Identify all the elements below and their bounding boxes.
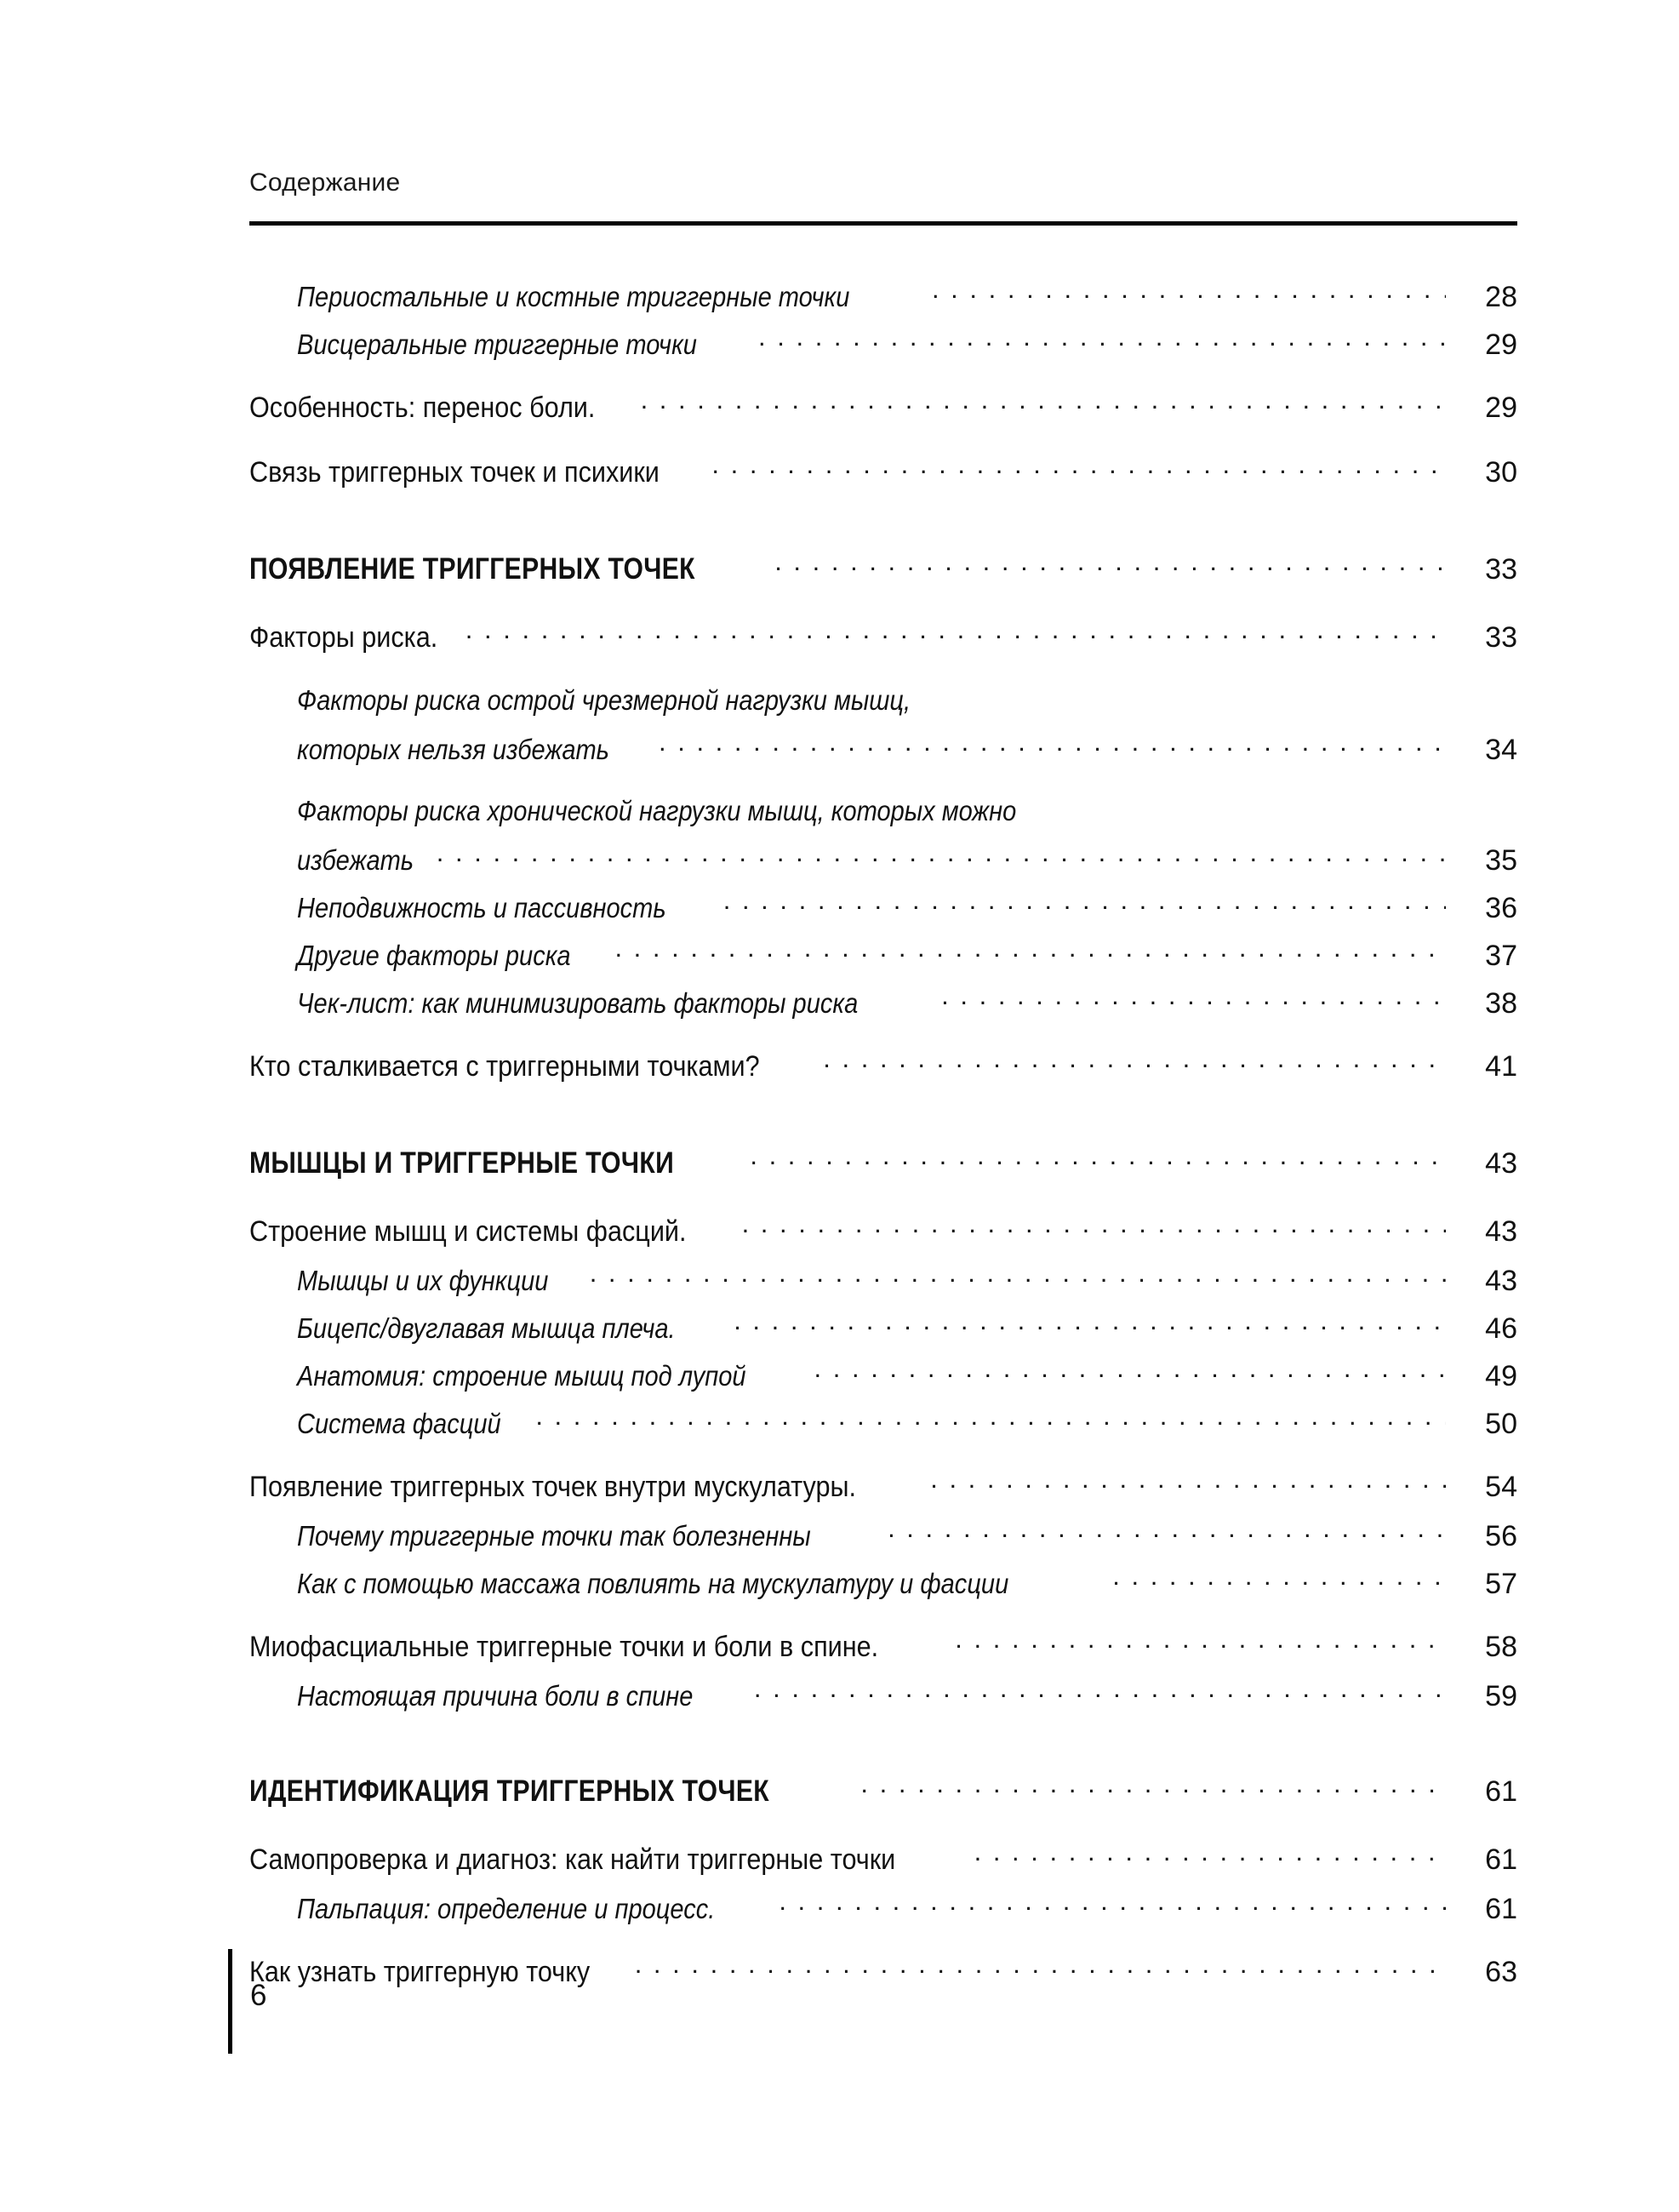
toc-entry-label: Кто сталкивается с триггерными точками? — [249, 1050, 760, 1083]
toc-entry-page: 29 — [1485, 392, 1517, 424]
toc-entry[interactable] — [249, 1215, 1517, 1265]
spacer — [249, 1200, 1517, 1215]
toc-entry[interactable] — [249, 940, 1517, 987]
toc-entry-page: 61 — [1485, 1775, 1517, 1808]
toc-entry-label: Анатомия: строение мышц под лупой — [297, 1360, 746, 1392]
toc-entry-page: 59 — [1485, 1680, 1517, 1712]
leader-dots — [711, 468, 1446, 482]
toc-entry[interactable] — [249, 1956, 1517, 2005]
toc-entry[interactable] — [249, 1775, 1517, 1828]
page-number: 6 — [250, 1979, 267, 2012]
toc-entry-label: МЫШЦЫ И ТРИГГЕРНЫЕ ТОЧКИ — [249, 1146, 675, 1180]
spacer — [249, 1100, 1517, 1147]
toc-entry-label: Связь триггерных точек и психики — [249, 456, 660, 489]
leader-dots — [1112, 1580, 1446, 1593]
spacer — [249, 606, 1517, 621]
toc-entry[interactable] — [249, 1265, 1517, 1312]
header-divider — [249, 221, 1517, 226]
leader-dots — [535, 1420, 1446, 1433]
toc-entry-page: 41 — [1485, 1050, 1517, 1083]
toc-entry-label: Как с помощью массажа повлиять на мускулатуру и фасции — [297, 1568, 1009, 1599]
toc-entry-page: 34 — [1485, 734, 1517, 766]
toc-entry[interactable] — [249, 456, 1517, 506]
toc-entry-page: 35 — [1485, 844, 1517, 877]
toc-entry[interactable] — [249, 1147, 1517, 1200]
spacer — [249, 1035, 1517, 1050]
toc-entry-label: Миофасциальные триггерные точки и боли в спине. — [249, 1631, 879, 1663]
toc-entry[interactable] — [249, 1893, 1517, 1941]
toc-entry[interactable] — [249, 844, 1517, 892]
folio-rule — [228, 1949, 232, 2054]
leader-dots — [659, 746, 1446, 759]
table-of-contents — [249, 281, 1517, 2005]
toc-entry-label: Самопроверка и диагноз: как найти триггерные точки — [249, 1843, 896, 1876]
spacer — [249, 376, 1517, 392]
toc-entry[interactable] — [249, 1312, 1517, 1360]
toc-entry-page: 46 — [1485, 1312, 1517, 1345]
toc-entry-page: 28 — [1485, 281, 1517, 313]
toc-entry-page: 63 — [1485, 1956, 1517, 1988]
toc-entry-page: 57 — [1485, 1568, 1517, 1600]
toc-entry-label: Факторы риска хронической нагрузки мышц, которых можно — [297, 795, 1017, 826]
leader-dots — [1122, 807, 1446, 820]
leader-dots — [930, 1483, 1446, 1496]
leader-dots — [641, 403, 1446, 417]
toc-entry-label: Факторы риска острой чрезмерной нагрузки мышц, — [297, 684, 911, 716]
running-head: Содержание — [249, 169, 401, 197]
leader-dots — [823, 1062, 1446, 1076]
leader-dots — [888, 1532, 1446, 1546]
leader-dots — [814, 1372, 1446, 1386]
leader-dots — [779, 1905, 1446, 1918]
toc-entry-label: Периостальные и костные триггерные точки — [297, 281, 850, 312]
toc-entry-label: Мышцы и их функции — [297, 1265, 549, 1296]
spacer — [249, 441, 1517, 456]
toc-entry-page: 61 — [1485, 1893, 1517, 1925]
leader-dots — [860, 1787, 1446, 1801]
toc-entry[interactable] — [249, 281, 1517, 329]
toc-entry-page: 33 — [1485, 553, 1517, 586]
toc-entry-label: Неподвижность и пассивность — [297, 892, 666, 923]
toc-entry[interactable] — [249, 1360, 1517, 1408]
toc-entry-page: 30 — [1485, 456, 1517, 489]
toc-entry-page: 33 — [1485, 621, 1517, 654]
toc-entry[interactable] — [249, 1631, 1517, 1680]
toc-entry[interactable] — [249, 392, 1517, 441]
toc-entry-page: 37 — [1485, 940, 1517, 972]
toc-entry[interactable] — [249, 1680, 1517, 1728]
spacer — [249, 1941, 1517, 1956]
spacer — [249, 1455, 1517, 1471]
toc-entry-label: Почему триггерные точки так болезненны — [297, 1520, 811, 1552]
toc-entry[interactable] — [249, 686, 1517, 734]
toc-entry[interactable] — [249, 734, 1517, 781]
toc-entry-label: Факторы риска. — [249, 621, 438, 654]
toc-entry[interactable] — [249, 1408, 1517, 1455]
leader-dots — [941, 999, 1446, 1013]
leader-dots — [437, 856, 1446, 870]
leader-dots — [742, 1227, 1446, 1241]
spacer — [249, 1728, 1517, 1775]
toc-entry-label: которых нельзя избежать — [297, 734, 609, 765]
toc-entry-page: 38 — [1485, 987, 1517, 1020]
toc-entry-label: Система фасций — [297, 1408, 501, 1439]
toc-entry[interactable] — [249, 1843, 1517, 1893]
toc-entry-page: 54 — [1485, 1471, 1517, 1503]
toc-entry[interactable] — [249, 892, 1517, 940]
leader-dots — [614, 952, 1446, 965]
toc-entry-label: Появление триггерных точек внутри мускулатуры. — [249, 1471, 857, 1503]
toc-entry[interactable] — [249, 329, 1517, 376]
toc-entry-page: 43 — [1485, 1147, 1517, 1180]
toc-entry-page: 56 — [1485, 1520, 1517, 1552]
toc-entry-label: Висцеральные триггерные точки — [297, 329, 697, 360]
spacer — [249, 506, 1517, 553]
toc-entry-label: Как узнать триггерную точку — [249, 1956, 591, 1988]
leader-dots — [1001, 696, 1446, 710]
toc-entry[interactable] — [249, 1050, 1517, 1100]
toc-entry-label: Особенность: перенос боли. — [249, 392, 596, 424]
toc-entry-label: избежать — [297, 844, 414, 876]
toc-entry[interactable] — [249, 987, 1517, 1035]
leader-dots — [590, 1277, 1446, 1290]
leader-dots — [465, 633, 1446, 647]
toc-entry-label: Пальпация: определение и процесс. — [297, 1893, 716, 1924]
toc-entry-page: 50 — [1485, 1408, 1517, 1440]
toc-entry[interactable] — [249, 797, 1517, 844]
toc-entry-page: 36 — [1485, 892, 1517, 924]
leader-dots — [754, 1692, 1446, 1706]
leader-dots — [758, 340, 1446, 354]
toc-entry-label: Бицепс/двуглавая мышца плеча. — [297, 1312, 676, 1344]
toc-entry-page: 43 — [1485, 1265, 1517, 1297]
spacer — [249, 1615, 1517, 1631]
leader-dots — [635, 1968, 1446, 1981]
leader-dots — [974, 1855, 1446, 1869]
toc-entry-label: Другие факторы риска — [297, 940, 571, 971]
toc-entry-label: Чек-лист: как минимизировать факторы риска — [297, 987, 859, 1019]
toc-entry-page: 49 — [1485, 1360, 1517, 1392]
toc-entry-label: Строение мышц и системы фасций. — [249, 1215, 687, 1248]
toc-entry-page: 29 — [1485, 329, 1517, 361]
leader-dots — [955, 1643, 1446, 1656]
toc-entry-label: ПОЯВЛЕНИЕ ТРИГГЕРНЫХ ТОЧЕК — [249, 552, 695, 586]
spacer — [249, 1828, 1517, 1843]
toc-entry[interactable] — [249, 1568, 1517, 1615]
toc-entry-page: 61 — [1485, 1843, 1517, 1876]
toc-entry[interactable] — [249, 553, 1517, 606]
toc-entry[interactable] — [249, 621, 1517, 671]
leader-dots — [723, 904, 1446, 917]
toc-entry-label: Настоящая причина боли в спине — [297, 1680, 694, 1712]
leader-dots — [734, 1324, 1446, 1338]
toc-entry-page: 58 — [1485, 1631, 1517, 1663]
toc-entry-label: ИДЕНТИФИКАЦИЯ ТРИГГЕРНЫХ ТОЧЕК — [249, 1775, 769, 1808]
leader-dots — [750, 1159, 1446, 1173]
leader-dots — [774, 565, 1446, 579]
toc-entry[interactable] — [249, 1520, 1517, 1568]
leader-dots — [932, 293, 1446, 306]
toc-entry[interactable] — [249, 1471, 1517, 1520]
toc-entry-page: 43 — [1485, 1215, 1517, 1248]
